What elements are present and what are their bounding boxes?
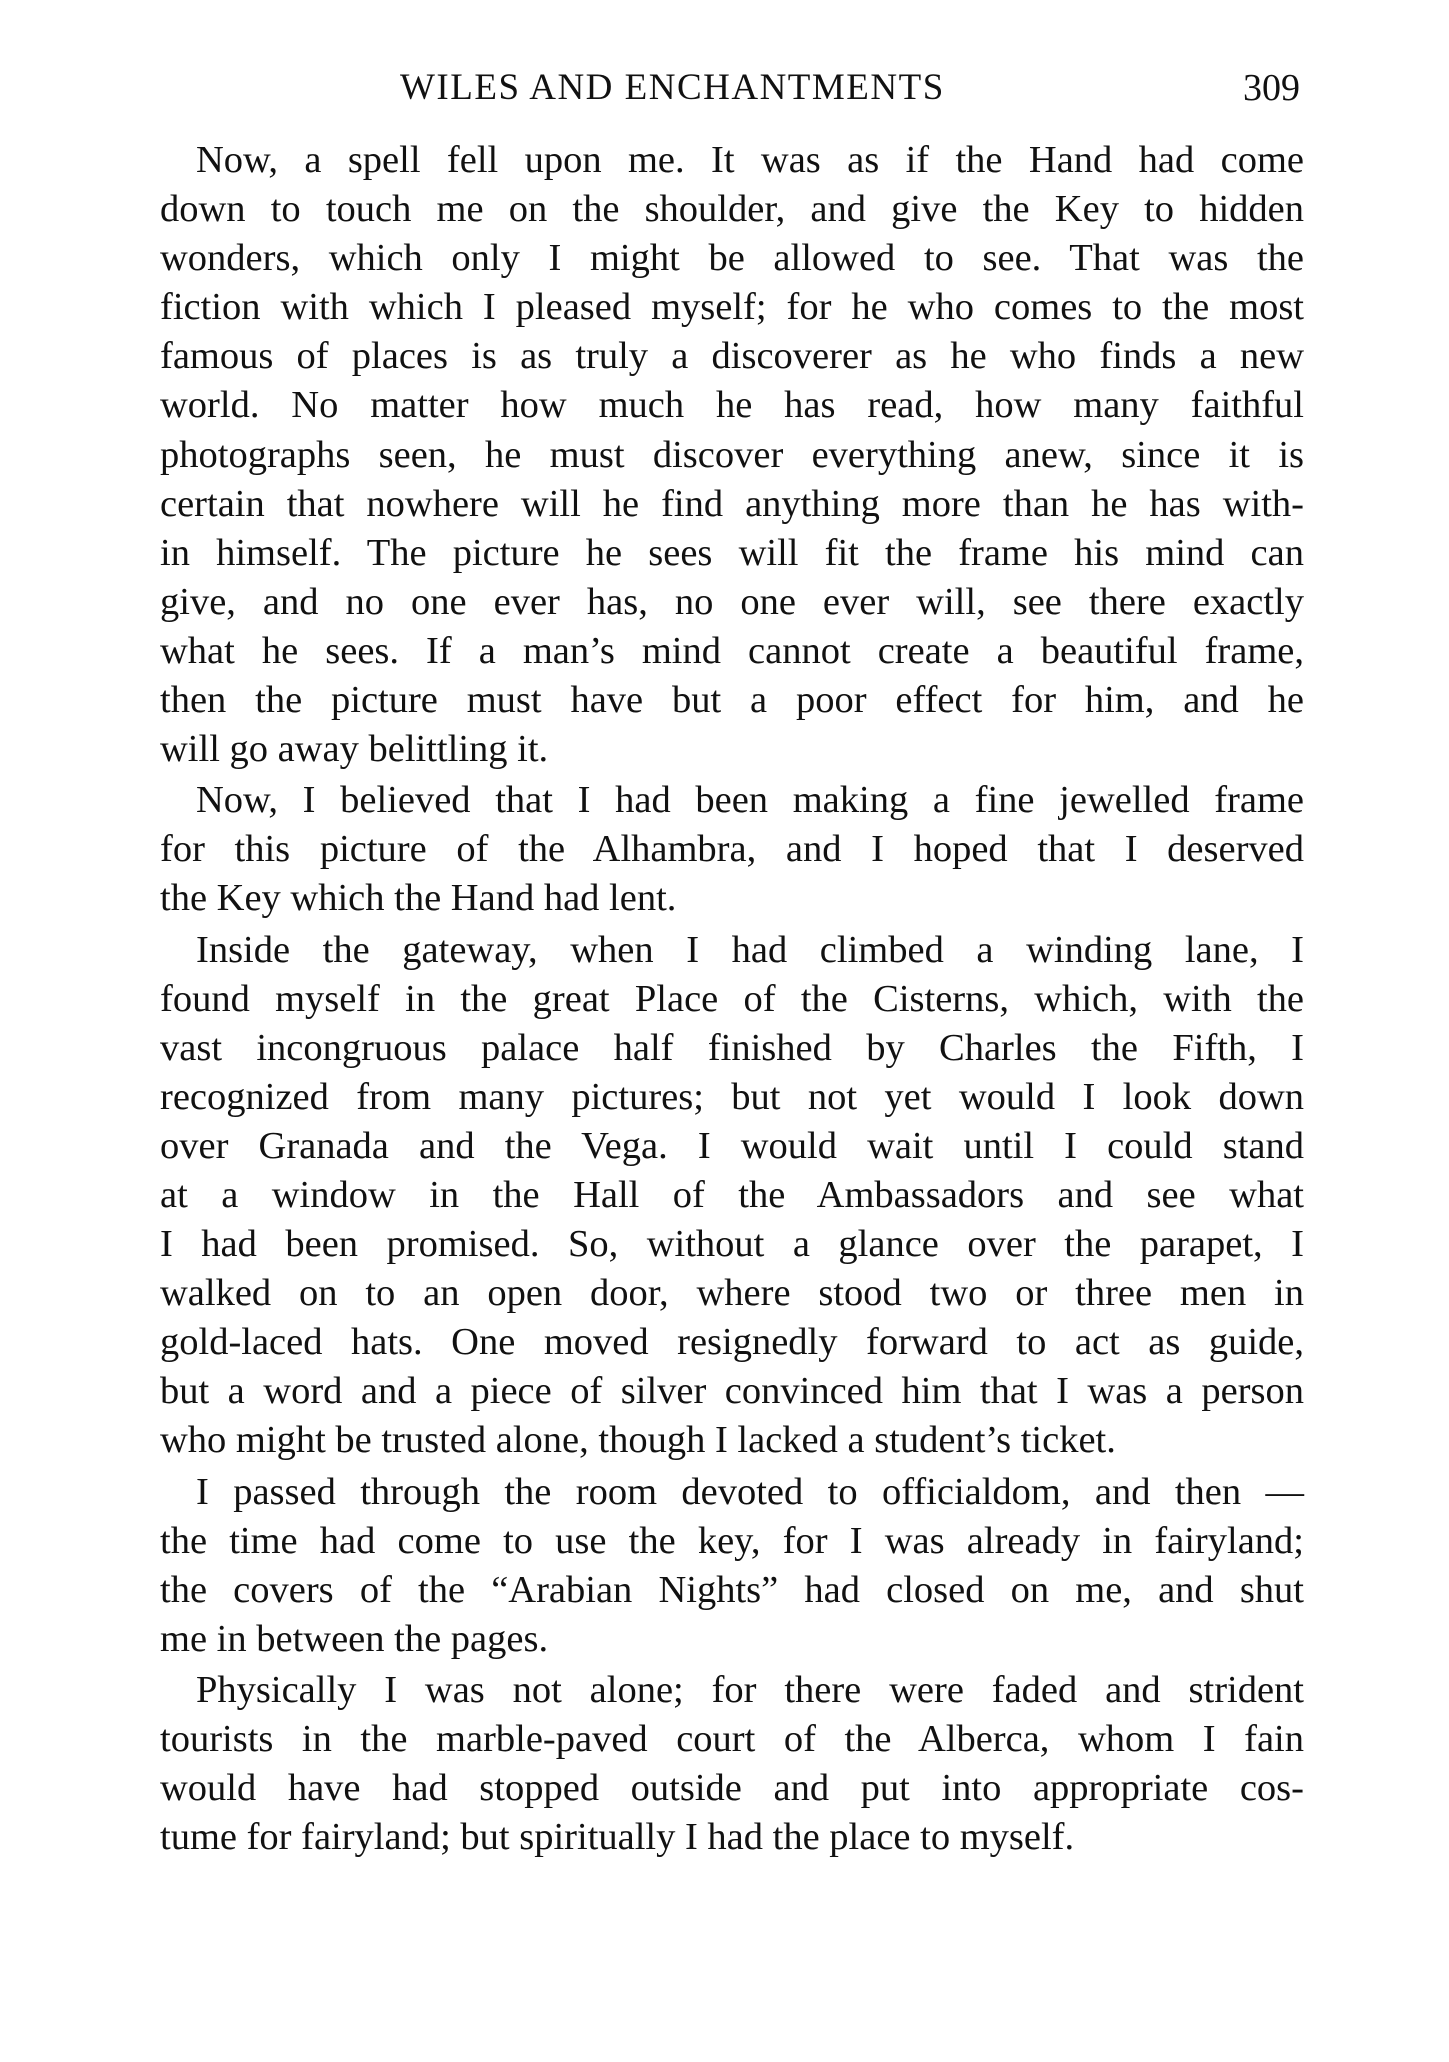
text-line: walked on to an open door, where stood two or three men in: [160, 1272, 1304, 1315]
text-line: tourists in the marble-paved court of the Alberca, whom I fain: [160, 1718, 1304, 1760]
page-header: [160, 66, 1310, 116]
text-line: Now, a spell fell upon me. It was as if the Hand had come: [196, 139, 1304, 181]
text-line: Now, I believed that I had been making a fine jewelled frame: [196, 779, 1304, 822]
text-line: world. No matter how much he has read, how many faithful: [160, 384, 1304, 427]
text-line: Physically I was not alone; for there were faded and strident: [196, 1668, 1304, 1711]
page-number: 309: [1243, 67, 1300, 109]
text-line: I passed through the room devoted to officialdom, and then —: [196, 1470, 1304, 1513]
paragraph: [160, 776, 1304, 923]
paragraph: [160, 926, 1304, 1466]
text-line: Inside the gateway, when I had climbed a winding lane, I: [196, 928, 1304, 971]
text-line: who might be trusted alone, though I lacked a student’s ticket.: [160, 1419, 1116, 1462]
body-text: [160, 136, 1304, 1862]
text-line: but a word and a piece of silver convinced him that I was a person: [160, 1370, 1304, 1413]
text-line: give, and no one ever has, no one ever will, see there exactly: [160, 580, 1304, 623]
text-line: certain that nowhere will he find anything more than he has with-: [160, 482, 1304, 525]
text-line: would have had stopped outside and put into appropriate cos-: [160, 1767, 1304, 1810]
text-line: the time had come to use the key, for I was already in fairyland;: [160, 1519, 1304, 1562]
text-line: in himself. The picture he sees will fit the frame his mind can: [160, 531, 1304, 574]
text-line: me in between the pages.: [160, 1617, 549, 1660]
text-line: photographs seen, he must discover everything anew, since it is: [160, 433, 1304, 476]
text-line: wonders, which only I might be allowed to see. That was the: [160, 237, 1304, 280]
text-line: I had been promised. So, without a glance over the parapet, I: [160, 1223, 1304, 1266]
text-line: the Key which the Hand had lent.: [160, 877, 677, 920]
text-line: for this picture of the Alhambra, and I hoped that I deserved: [160, 828, 1304, 871]
text-line: will go away belittling it.: [160, 728, 549, 771]
text-line: famous of places is as truly a discoverer as he who finds a new: [160, 335, 1304, 378]
text-line: the covers of the “Arabian Nights” had closed on me, and shut: [160, 1568, 1304, 1611]
text-line: down to touch me on the shoulder, and give the Key to hidden: [160, 188, 1304, 231]
text-line: fiction with which I pleased myself; for he who comes to the most: [160, 286, 1304, 329]
paragraph: [160, 1468, 1304, 1664]
text-line: gold-laced hats. One moved resignedly forward to act as guide,: [160, 1321, 1304, 1364]
text-line: then the picture must have but a poor effect for him, and he: [160, 679, 1304, 722]
running-head: WILES AND ENCHANTMENTS: [400, 67, 945, 108]
text-line: found myself in the great Place of the Cisterns, which, with the: [160, 977, 1304, 1020]
text-line: at a window in the Hall of the Ambassadors and see what: [160, 1173, 1304, 1216]
text-line: over Granada and the Vega. I would wait until I could stand: [160, 1124, 1304, 1167]
paragraph: [160, 1666, 1304, 1862]
text-line: recognized from many pictures; but not yet would I look down: [160, 1075, 1304, 1118]
text-line: vast incongruous palace half finished by Charles the Fifth, I: [160, 1026, 1304, 1069]
text-line: what he sees. If a man’s mind cannot create a beautiful frame,: [160, 629, 1304, 672]
text-line: tume for fairyland; but spiritually I had the place to myself.: [160, 1816, 1075, 1859]
paragraph: [160, 136, 1304, 774]
